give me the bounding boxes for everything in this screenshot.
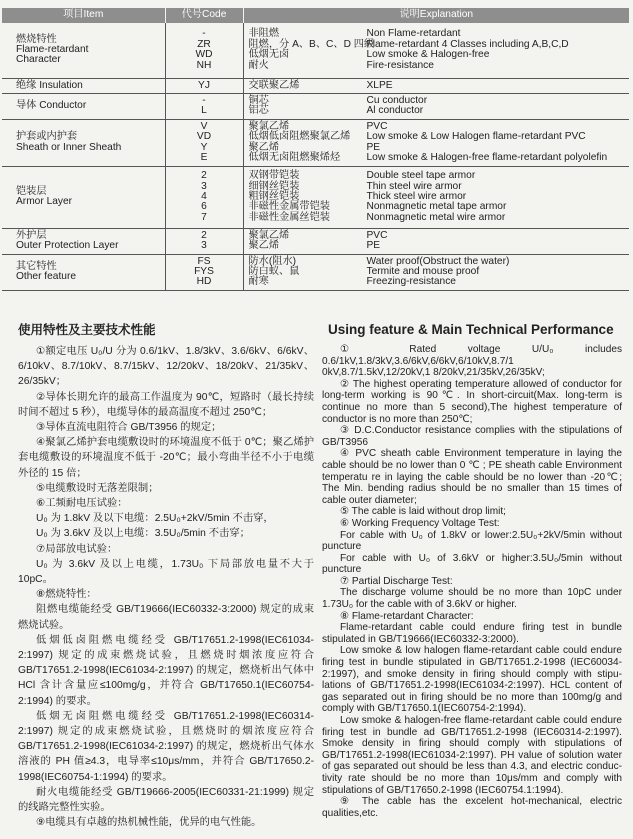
explanation-zh: 低烟低卤阻燃聚氯乙烯 — [248, 131, 351, 143]
chinese-paragraph: ②导体长期允许的最高工作温度为 90℃，短路时（最长持续时间不超过 5 秒），电缆导体的最高温度不超过 250℃； — [18, 391, 314, 418]
explanation-en: Cu conductor — [366, 94, 428, 106]
english-paragraph: Low smoke & low halogen flame-retardant cable could endure firing test in bundle stipulated in GB/T17651.2-1998 (IEC60034-2:1997), and smoke density in firing should comply with stipu-lations of GB/T17651.2-1998(IEC61034-2:1997). HCL content of gas separated out in firing should be no more than 100mg/g and comply with GB/T17650.1(IEC60754-2:1994). — [322, 645, 622, 715]
code-value: FYS — [194, 265, 214, 277]
table-row — [2, 228, 629, 254]
explanation-cell — [243, 93, 629, 119]
explanation-cell — [243, 228, 629, 254]
code-value: V — [200, 120, 208, 132]
code-value: 2 — [201, 229, 207, 241]
english-paragraph: ⑥ Working Frequency Voltage Test: — [340, 517, 500, 529]
category-cell — [2, 93, 165, 119]
code-value: 2 — [201, 170, 207, 182]
explanation-line — [249, 132, 627, 142]
explanation-en: PE — [366, 240, 381, 252]
chinese-paragraph: 低烟低卤阻燃电缆经受 GB/T17651.2-1998(IEC61034-2:1997) 规定的成束燃烧试验，且燃烧时烟浓度应符合 GB/T17651.2-1998(IEC61034-2:1997) 的规定，燃烧析出气体中 HCl 含计含量应≤100mg/g，并符合 GB/T17650.1(IEC60754-2:1994) 的要求。 — [18, 634, 314, 707]
category-label: 燃烧特性 — [16, 33, 57, 45]
code-value: L — [201, 105, 207, 117]
table-body — [2, 23, 629, 290]
explanation-line — [249, 61, 627, 71]
chinese-paragraph: ⑥工频耐电压试验： — [36, 498, 128, 510]
code-value: - — [202, 28, 206, 40]
chinese-section — [18, 322, 314, 831]
category-cell — [2, 119, 165, 166]
explanation-line — [249, 96, 627, 106]
category-cell — [2, 23, 165, 78]
chinese-paragraph: ⑦局部放电试验： — [36, 543, 118, 555]
english-paragraph: ⑧ Flame-retardant Character: — [340, 610, 474, 622]
explanation-zh: 非磁性金属带铠装 — [248, 201, 330, 213]
explanation-en: PVC — [366, 120, 388, 132]
explanation-en: Al conductor — [366, 105, 424, 117]
explanation-en: Double steel tape armor — [366, 170, 476, 182]
table-row — [2, 254, 629, 290]
explanation-zh: 防白蚁、鼠 — [248, 265, 300, 277]
code-value: - — [202, 94, 206, 106]
chinese-paragraph: U₀ 为 1.8kV 及以下电缆：2.5U₀+2kV/5min 不击穿， — [36, 513, 274, 525]
category-cell — [2, 228, 165, 254]
chinese-paragraph: ⑧燃烧特性： — [36, 589, 97, 601]
explanation-en: Nonmagnetic metal wire armor — [366, 211, 506, 223]
chinese-paragraph: ⑨电缆具有卓越的热机械性能，优异的电气性能。 — [36, 817, 262, 829]
explanation-zh: 阻燃，分 A、B、C、D 四级 — [248, 38, 375, 50]
table-row — [2, 93, 629, 119]
chinese-section-title: 使用特性及主要技术性能 — [18, 323, 156, 337]
english-paragraph: ⑤ The cable is laid without drop limit; — [340, 506, 506, 518]
code-value: ZR — [197, 38, 211, 50]
explanation-cell — [243, 254, 629, 290]
chinese-paragraph: ⑤电缆敷设时无落差限制； — [36, 482, 159, 494]
explanation-cell — [243, 119, 629, 166]
explanation-zh: 铝芯 — [248, 105, 269, 117]
explanation-cell — [243, 166, 629, 228]
explanation-zh: 聚氯乙烯 — [248, 229, 290, 241]
explanation-en: PVC — [366, 229, 388, 241]
code-value: 3 — [201, 240, 207, 252]
category-label: 铠装层 — [16, 185, 47, 197]
code-value: 4 — [201, 191, 207, 203]
table-row — [2, 23, 629, 78]
explanation-zh: 聚氯乙烯 — [248, 120, 290, 132]
code-value: Y — [200, 141, 208, 153]
chinese-paragraph: ④聚氯乙烯护套电缆敷设时的环境温度不低于 0℃；聚乙烯护套电缆敷设的环境温度不低于 -20℃；最小弯曲半径不小于电缆外径的 15 倍； — [18, 437, 314, 479]
chinese-paragraphs — [18, 344, 314, 831]
explanation-line — [249, 153, 627, 163]
table-row — [2, 78, 629, 93]
explanation-zh: 交联聚乙烯 — [248, 79, 300, 91]
explanation-zh: 细钢丝铠装 — [248, 180, 300, 192]
chinese-paragraph: 阻燃电缆能经受 GB/T19666(IEC60332-3:2000) 规定的成束燃烧试验。 — [18, 604, 314, 631]
english-paragraph: Low smoke & halogen-free flame-retardant cable could endure firing test in bundle ad GB/T17651.2-1998 (IEC60314-2:1997). Smoke density in firing should comply with stipulations of GB/T17651.2-1998(IEC61034-2:1997). PH value of solution water of gas separated out should be less than 4.3, and electric conduc- tivity rate should be no more than 10μs/mm and comply with stipulations of GB/T17650.2-1998 (IEC60754.1:1994). — [322, 715, 622, 796]
header-explanation: 说明Explanation — [243, 8, 629, 23]
explanation-en: PE — [366, 141, 381, 153]
header-code: 代号Code — [165, 8, 243, 23]
chinese-paragraph: ①额定电压 U₀/U 分为 0.6/1kV、1.8/3kV、3.6/6kV、6/6kV、6/10kV、8.7/10kV、8.7/15kV、12/20kV、18/20kV、21/35kV、26/35kV； — [18, 346, 314, 388]
code-value: YJ — [198, 79, 210, 91]
english-paragraph: ① Rated voltage U/U₀ includes 0.6/1kV,1.8/3kV,3.6/6kV,6/6kV,6/10kV,8.7/1 0kV,8.7/1.5kV,12/20kV,1 8/20kV,21/35kV,26/35kV; — [322, 344, 622, 379]
code-value: 6 — [201, 201, 207, 213]
english-paragraph: ② The highest operating temperature allowed of conductor for long-term working is 90℃. In short-circuit(Max. long-term is continue no more than 5 second),The highest temperature of conductor is no more than 250℃; — [322, 378, 622, 425]
english-paragraph: Flame-retardant cable could endure firing test in bundle stipulated in GB/T19666(IEC60332-3:2000). — [322, 622, 622, 645]
code-value: HD — [196, 276, 212, 288]
explanation-cell — [243, 23, 629, 78]
chinese-paragraph: 低烟无卤阻燃电缆经受 GB/T17651.2-1998(IEC60314-2:1997) 规定的成束燃烧试验，且燃烧时的烟浓度应符合 GB/T17651.2-1998(IEC61034-2:1997) 的规定，燃烧析出气体水溶液的 PH 值≥4.3，电导率≤10μs/mm，并符合 GB/T17650.2-1998(IEC60754-1:1994) 的要求。 — [18, 710, 314, 783]
english-paragraph: For cable with U₀ of 1.8kV or lower:2.5U₀+2kV/5min without puncture — [322, 529, 622, 553]
explanation-en: Low smoke & Halogen-free — [366, 49, 490, 61]
code-value: E — [200, 152, 208, 164]
english-paragraphs — [322, 344, 622, 819]
explanation-en: Low smoke & Halogen-free flame-retardant polyolefin — [366, 152, 608, 164]
header-item: 项目Item — [2, 8, 165, 23]
category-label: Outer Protection Layer — [16, 240, 119, 252]
explanation-en: XLPE — [366, 79, 393, 91]
explanation-line — [249, 50, 627, 60]
code-cell — [165, 23, 243, 78]
english-paragraph: ④ PVC sheath cable Environment temperature in laying the cable should be no lower than 0 ℃ ; PE sheath cable Environment temperatu re in laying the cable should be no lower than -20℃; The Min. bending radius should be no smaller than 15 times of cable outer diameter; — [322, 448, 622, 506]
category-label: Other feature — [16, 271, 77, 283]
english-paragraph: The discharge volume should be no more than 10pC under 1.73U₀ for the cable with of 3.6kV or higher. — [322, 587, 622, 611]
code-cell — [165, 78, 243, 93]
code-value: NH — [196, 59, 212, 71]
category-label: Character — [16, 54, 61, 66]
explanation-zh: 耐火 — [248, 59, 269, 71]
chinese-paragraph: U₀ 为 3.6kV 及以上电缆，1.73U₀ 下局部放电量不大于 10pC。 — [18, 558, 314, 586]
explanation-en: Low smoke & Low Halogen flame-retardant PVC — [366, 131, 586, 143]
code-value: 7 — [201, 211, 207, 223]
category-label: Flame-retardant — [16, 44, 89, 56]
category-label: 护套或内护套 — [16, 131, 78, 143]
category-label: Armor Layer — [16, 196, 73, 208]
explanation-line — [249, 231, 627, 241]
explanation-en: Freezing-resistance — [366, 276, 456, 288]
code-cell — [165, 254, 243, 290]
explanation-zh: 防水(阻水) — [248, 255, 297, 267]
category-label: 其它特性 — [16, 260, 57, 272]
explanation-zh: 非阻燃 — [248, 28, 280, 40]
category-cell — [2, 78, 165, 93]
table-row — [2, 166, 629, 228]
explanation-zh: 粗钢丝铠装 — [248, 191, 300, 203]
explanation-en: Fire-resistance — [366, 59, 434, 71]
explanation-line — [249, 277, 627, 287]
category-label: 绝缘 Insulation — [16, 79, 83, 91]
category-label: 导体 Conductor — [16, 100, 87, 112]
code-cell — [165, 166, 243, 228]
explanation-en: Thick steel wire armor — [366, 191, 467, 203]
explanation-en: Thin steel wire armor — [366, 180, 462, 192]
code-value: 3 — [201, 180, 207, 192]
category-label: Sheath or Inner Sheath — [16, 141, 122, 153]
explanation-zh: 双钢带铠装 — [248, 170, 300, 182]
explanation-zh: 非磁性金属丝铠装 — [248, 211, 330, 223]
category-cell — [2, 254, 165, 290]
english-paragraph: For cable with U₀ of 3.6kV or higher:3.5U₀/5min without puncture — [322, 552, 622, 576]
table-header-row — [2, 8, 629, 23]
english-paragraph: ⑨ The cable has the excelent hot-mechanical, electric qualities,etc. — [322, 796, 622, 819]
chinese-paragraph: ③导体直流电阻符合 GB/T3956 的规定； — [36, 422, 222, 434]
explanation-line — [249, 241, 627, 251]
explanation-en: Termite and mouse proof — [366, 265, 480, 277]
explanation-line — [249, 81, 627, 91]
explanation-cell — [243, 78, 629, 93]
code-cell — [165, 119, 243, 166]
explanation-en: Non Flame-retardant — [366, 28, 461, 40]
chinese-paragraph: 耐火电缆能经受 GB/T19666-2005(IEC60331-21:1999) 规定的线路完整性实验。 — [18, 786, 314, 814]
english-section-title: Using feature & Main Technical Performance — [328, 322, 614, 337]
code-value: WD — [195, 49, 213, 61]
chinese-paragraph: U₀ 为 3.6kV 及以上电缆：3.5U₀/5min 不击穿； — [36, 528, 250, 540]
explanation-en: Water proof(Obstruct the water) — [366, 255, 510, 267]
category-cell — [2, 166, 165, 228]
explanation-en: Nonmagnetic metal tape armor — [366, 201, 507, 213]
english-section — [322, 322, 622, 819]
english-paragraph: ⑦ Partial Discharge Test: — [340, 575, 453, 587]
explanation-zh: 耐寒 — [248, 276, 269, 288]
explanation-zh: 聚乙烯 — [248, 240, 280, 252]
explanation-en: Flame-retardant 4 Classes including A,B,C,D — [366, 38, 569, 50]
table-row — [2, 119, 629, 166]
explanation-zh: 聚乙烯 — [248, 141, 280, 153]
code-table — [2, 8, 629, 291]
code-cell — [165, 93, 243, 119]
explanation-line — [249, 213, 627, 223]
category-label: 外护层 — [16, 229, 47, 241]
code-cell — [165, 228, 243, 254]
explanation-zh: 低烟无卤 — [248, 49, 290, 61]
explanation-zh: 低烟无卤阻燃聚烯烃 — [248, 152, 341, 164]
code-value: FS — [197, 255, 211, 267]
code-value: VD — [196, 131, 212, 143]
explanation-line — [249, 106, 627, 116]
english-paragraph: ③ D.C.Conductor resistance complies with the stipulations of GB/T3956 — [322, 425, 622, 448]
explanation-zh: 铜芯 — [248, 94, 269, 106]
